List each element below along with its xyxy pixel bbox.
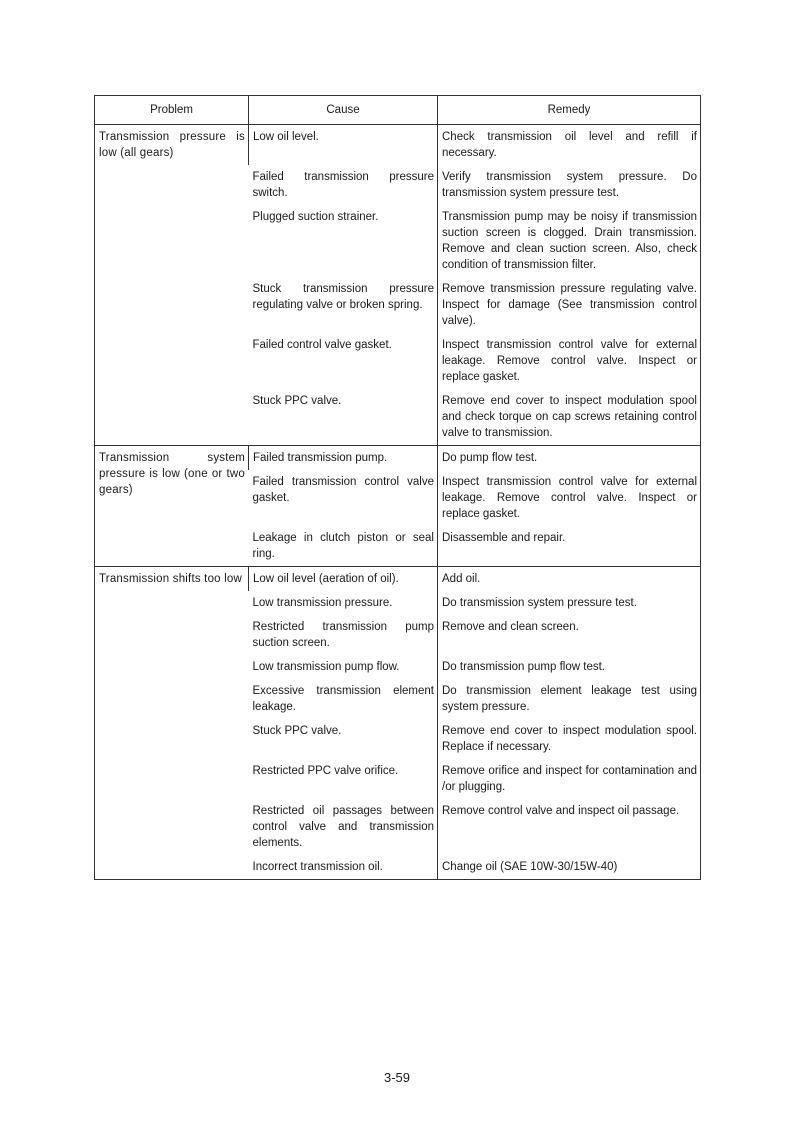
table-row <box>95 446 701 471</box>
remedy-cell: Do transmission element leakage test using system pressure. <box>438 679 701 719</box>
cause-cell: Low oil level. <box>249 125 438 166</box>
problem-cell: Transmission shifts too low <box>95 567 249 880</box>
cause-cell: Low oil level (aeration of oil). <box>249 567 438 592</box>
remedy-cell: Check transmission oil level and refill if necessary. <box>438 125 701 166</box>
troubleshooting-table <box>94 95 701 880</box>
remedy-cell: Remove orifice and inspect for contamination and /or plugging. <box>438 759 701 799</box>
cause-cell: Leakage in clutch piston or seal ring. <box>252 532 434 560</box>
header-remedy: Remedy <box>438 96 701 125</box>
cause-cell: Restricted transmission pump suction screen. <box>252 621 434 649</box>
problem-cell: Transmission system pressure is low (one or two gears) <box>95 446 249 567</box>
remedy-cell: Inspect transmission control valve for external leakage. Remove control valve. Inspect or replace gasket. <box>438 470 701 526</box>
table-row <box>95 567 701 592</box>
cause-cell: Incorrect transmission oil. <box>252 861 383 873</box>
cause-cell: Stuck transmission pressure regulating valve or broken spring. <box>252 283 434 311</box>
page-number: 3-59 <box>383 1070 411 1085</box>
remedy-cell: Inspect transmission control valve for external leakage. Remove control valve. Inspect or replace gasket. <box>438 333 701 389</box>
remedy-cell: Remove end cover to inspect modulation spool and check torque on cap screws retaining control valve to transmission. <box>438 389 701 446</box>
remedy-cell: Remove control valve and inspect oil passage. <box>438 799 701 855</box>
cause-cell: Stuck PPC valve. <box>252 395 342 407</box>
cause-cell: Restricted oil passages between control valve and transmission elements. <box>252 805 434 849</box>
cause-cell: Failed transmission pump. <box>249 446 438 471</box>
remedy-cell: Do transmission pump flow test. <box>438 655 701 679</box>
remedy-cell: Disassemble and repair. <box>438 526 701 567</box>
remedy-cell: Change oil (SAE 10W-30/15W-40) <box>438 855 701 880</box>
table-body <box>95 125 701 880</box>
header-problem: Problem <box>95 96 249 125</box>
problem-cell: Transmission pressure is low (all gears) <box>99 131 245 159</box>
remedy-cell: Remove transmission pressure regulating valve. Inspect for damage (See transmission control valve). <box>438 277 701 333</box>
cause-cell: Failed transmission pressure switch. <box>252 171 434 199</box>
table-header-row <box>95 96 701 125</box>
cause-cell: Plugged suction strainer. <box>252 211 379 223</box>
cause-cell: Restricted PPC valve orifice. <box>252 765 399 777</box>
cause-cell: Failed control valve gasket. <box>252 339 392 351</box>
cause-cell: Excessive transmission element leakage. <box>252 685 434 713</box>
remedy-cell: Remove end cover to inspect modulation spool. Replace if necessary. <box>438 719 701 759</box>
remedy-cell: Transmission pump may be noisy if transmission suction screen is clogged. Drain transmission. Remove and clean suction screen. Also, check condition of transmission filter. <box>438 205 701 277</box>
table-row <box>95 125 701 166</box>
remedy-cell: Do transmission system pressure test. <box>438 591 701 615</box>
remedy-cell: Verify transmission system pressure. Do transmission system pressure test. <box>438 165 701 205</box>
cause-cell: Stuck PPC valve. <box>252 725 342 737</box>
header-cause: Cause <box>249 96 438 125</box>
cause-cell: Low transmission pressure. <box>252 597 393 609</box>
remedy-cell: Do pump flow test. <box>438 446 701 471</box>
cause-cell: Low transmission pump flow. <box>252 661 400 673</box>
cause-cell: Failed transmission control valve gasket. <box>252 476 434 504</box>
remedy-cell: Remove and clean screen. <box>438 615 701 655</box>
remedy-cell: Add oil. <box>438 567 701 592</box>
